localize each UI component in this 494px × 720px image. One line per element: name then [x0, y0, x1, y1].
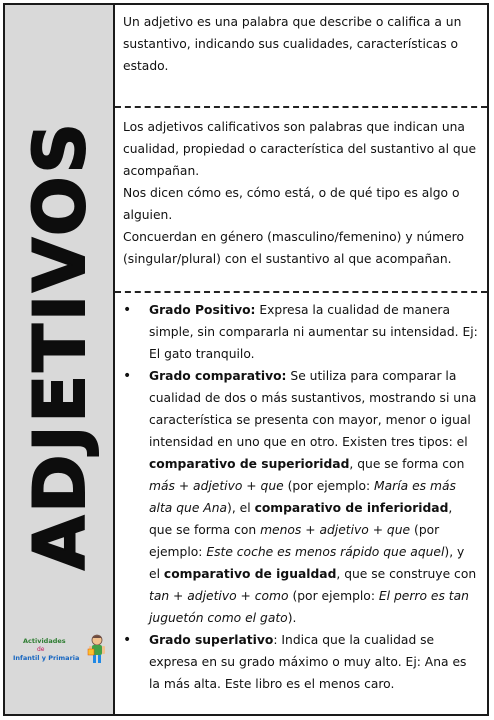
list-item-grado-comparativo [123, 365, 479, 629]
logo-line-1: Actividades [23, 637, 66, 645]
publisher-logo [11, 631, 109, 671]
calificativos-paragraph-3: Concuerdan en género (masculino/femenino) y número (singular/plural) con el sustantivo al que acompañan. [123, 230, 464, 266]
grades-list [123, 299, 479, 695]
calificativos-paragraph-1: Los adjetivos calificativos son palabras que indican una cualidad, propiedad o característica del sustantivo al que acompañan. [123, 120, 477, 178]
comparativo-text-10: ). [287, 611, 297, 625]
comparativo-text-9: (por ejemplo: [288, 589, 379, 603]
superioridad-formula: más + adjetivo + que [149, 479, 284, 493]
comparativo-text-2: , que se forma con [349, 457, 465, 471]
comparativo-text-3: (por ejemplo: [283, 479, 375, 493]
calificativos-paragraph-2: Nos dicen cómo es, cómo está, o de qué tipo es algo o alguien. [123, 186, 460, 222]
inferioridad-example: Este coche es menos rápido que aquel [206, 545, 445, 559]
comparativo-text-7: ), y el [149, 545, 465, 581]
comparativo-superioridad-term: comparativo de superioridad [149, 457, 350, 471]
worksheet [3, 3, 489, 716]
grado-positivo-text: Expresa la cualidad de manera simple, sin compararla ni aumentar su intensidad. Ej: El gato tranquilo. [149, 303, 478, 361]
grades-box [115, 293, 487, 714]
comparativo-text-5: , que se forma con [149, 501, 453, 537]
bullet-icon: • [123, 302, 132, 318]
logo-line-3: Infantil y Primaria [13, 654, 80, 662]
child-mascot-icon [87, 633, 107, 665]
vertical-title: ADJETIVOS [19, 120, 101, 570]
comparativo-igualdad-term: comparativo de igualdad [163, 567, 337, 581]
comparativo-text-4: ), el [227, 501, 255, 515]
definition-box [115, 5, 487, 108]
grado-positivo-title: Grado Positivo: [149, 303, 256, 317]
bullet-icon: • [123, 632, 132, 648]
comparativo-inferioridad-term: comparativo de inferioridad [254, 501, 449, 515]
bullet-icon: • [123, 368, 132, 384]
grado-comparativo-title: Grado comparativo: [149, 369, 287, 383]
igualdad-example: El perro es tan juguetón como el gato [149, 589, 469, 625]
grado-superlativo-title: Grado superlativo [149, 633, 274, 647]
calificativos-box [115, 108, 487, 293]
igualdad-formula: tan + adjetivo + como [149, 589, 289, 603]
inferioridad-formula: menos + adjetivo + que [260, 523, 411, 537]
comparativo-text-8: , que se construye con [336, 567, 477, 581]
definition-text: Un adjetivo es una palabra que describe o califica a un sustantivo, indicando sus cualidades, características o estado. [123, 15, 462, 73]
list-item-grado-superlativo [123, 629, 479, 695]
grado-superlativo-text: : Indica que la cualidad se expresa en su grado máximo o muy alto. Ej: Ana es la más alta. Este libro es el menos caro. [149, 633, 467, 691]
content-column [115, 5, 487, 714]
comparativo-text-1: Se utiliza para comparar la cualidad de dos o más sustantivos, mostrando si una característica se presenta con mayor, menor o igual intensidad en uno que en otro. Existen tres tipos: el [149, 369, 477, 449]
comparativo-text-6: (por ejemplo: [149, 523, 440, 559]
logo-line-2: de [37, 646, 45, 653]
sidebar [5, 5, 115, 714]
superioridad-example: María es más alta que Ana [149, 479, 456, 515]
list-item-grado-positivo [123, 299, 479, 365]
